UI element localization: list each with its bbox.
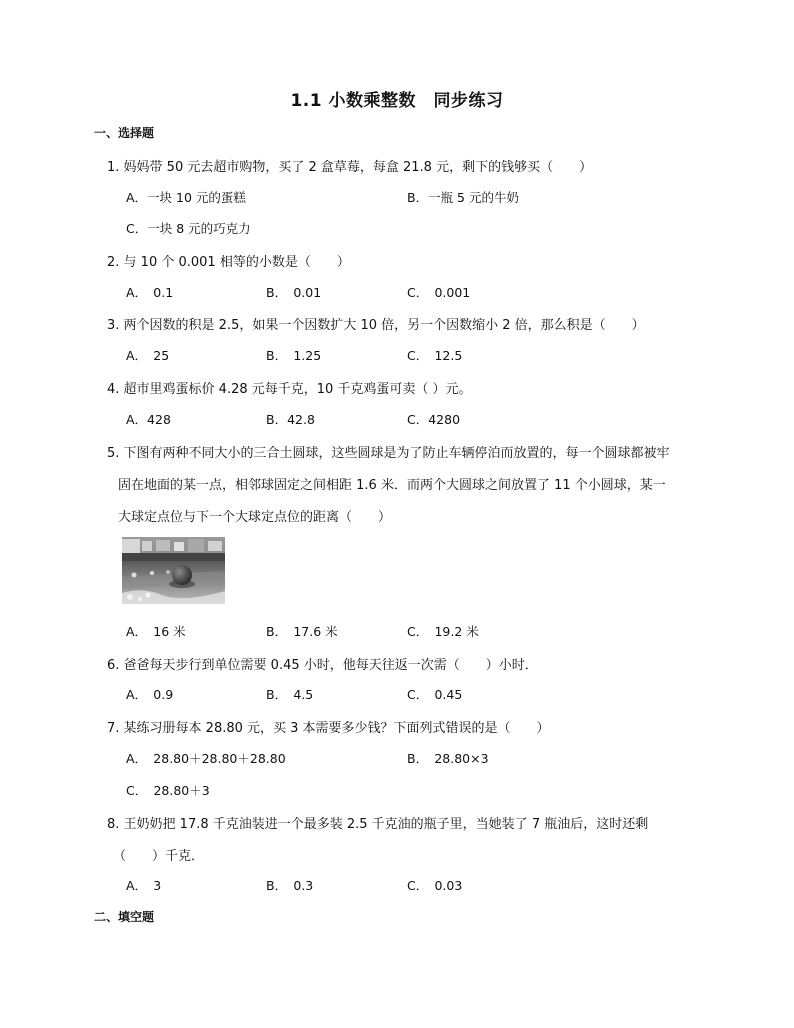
- question-4-option-c: C．4280: [407, 412, 461, 427]
- question-7-option-c: C． 28.80＋3: [126, 783, 210, 798]
- question-2-option-c: C． 0.001: [407, 285, 471, 300]
- page-title: 1.1 小数乘整数 同步练习: [290, 91, 504, 111]
- question-8-option-c: C． 0.03: [407, 878, 463, 893]
- question-4-option-b: B．42.8: [266, 412, 315, 427]
- question-2-stem: 2. 与 10 个 0.001 相等的小数是（ ）: [107, 255, 350, 270]
- section-heading-fill: 二、填空题: [94, 910, 155, 924]
- question-3-stem: 3. 两个因数的积是 2.5，如果一个因数扩大 10 倍，另一个因数缩小 2 倍，那么积是（ ）: [107, 318, 645, 333]
- question-6-option-b: B． 4.5: [266, 687, 314, 702]
- question-5-stem-line-3: 大球定点位与下一个大球定点位的距离（ ）: [118, 510, 392, 525]
- question-5-stem-line-1: 5. 下图有两种不同大小的三合土圆球，这些圆球是为了防止车辆停泊而放置的，每一个圆球都被牢: [107, 446, 670, 461]
- question-8-stem-line-2: （ ）千克．: [113, 849, 205, 864]
- question-5-option-a: A． 16 米: [126, 624, 186, 639]
- street-bollard-photo: [122, 537, 225, 604]
- question-6-option-c: C． 0.45: [407, 687, 463, 702]
- question-5-option-b: B． 17.6 米: [266, 624, 338, 639]
- question-2-option-a: A． 0.1: [126, 285, 174, 300]
- question-1-option-b: B．一瓶 5 元的牛奶: [407, 190, 519, 205]
- question-1-option-c: C．一块 8 元的巧克力: [126, 221, 251, 236]
- question-8-option-b: B． 0.3: [266, 878, 314, 893]
- section-heading-choice: 一、选择题: [94, 126, 155, 140]
- question-2-option-b: B． 0.01: [266, 285, 322, 300]
- question-4-option-a: A．428: [126, 412, 171, 427]
- question-5-stem-line-2: 固在地面的某一点，相邻球固定之间相距 1.6 米．而两个大圆球之间放置了 11 个小圆球，某一: [118, 478, 666, 493]
- question-7-stem: 7. 某练习册每本 28.80 元，买 3 本需要多少钱？下面列式错误的是（ ）: [107, 721, 550, 736]
- question-7-option-b: B． 28.80×3: [407, 751, 489, 766]
- question-3-option-c: C． 12.5: [407, 348, 463, 363]
- question-7-option-a: A． 28.80＋28.80＋28.80: [126, 751, 286, 766]
- question-3-option-b: B． 1.25: [266, 348, 322, 363]
- question-1-stem: 1. 妈妈带 50 元去超市购物，买了 2 盒草莓，每盒 21.8 元，剩下的钱够买（ ）: [107, 160, 593, 175]
- question-8-stem-line-1: 8. 王奶奶把 17.8 千克油装进一个最多装 2.5 千克油的瓶子里，当她装了 7 瓶油后，这时还剩: [107, 817, 649, 832]
- question-6-option-a: A． 0.9: [126, 687, 174, 702]
- question-3-option-a: A． 25: [126, 348, 170, 363]
- question-4-stem: 4. 超市里鸡蛋标价 4.28 元每千克，10 千克鸡蛋可卖（ ）元。: [107, 382, 472, 397]
- question-5-option-c: C． 19.2 米: [407, 624, 479, 639]
- question-6-stem: 6. 爸爸每天步行到单位需要 0.45 小时，他每天往返一次需（ ）小时．: [107, 658, 538, 673]
- question-8-option-a: A． 3: [126, 878, 162, 893]
- question-1-option-a: A．一块 10 元的蛋糕: [126, 190, 246, 205]
